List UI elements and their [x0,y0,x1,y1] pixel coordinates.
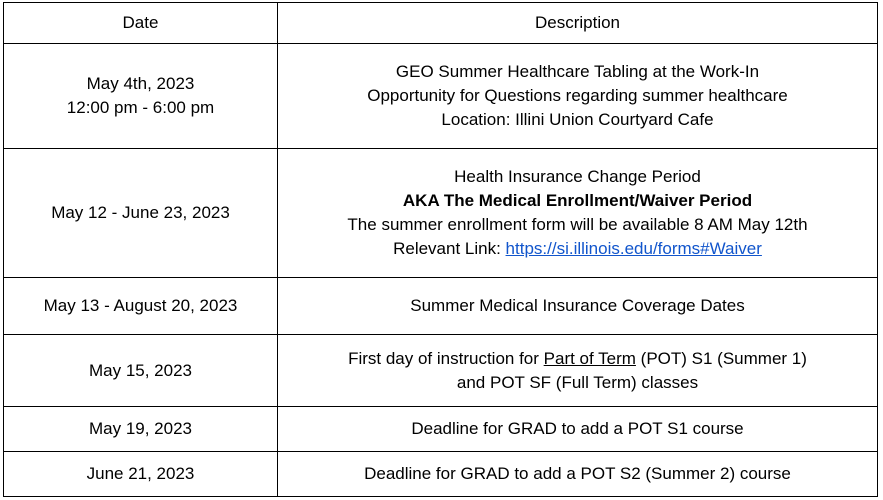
date-cell [4,44,278,149]
description-line [284,347,871,371]
table-row [4,335,878,407]
description-text: Summer Medical Insurance Coverage Dates [410,296,745,315]
header-description: Description [278,3,878,44]
table-row [4,149,878,278]
table-row [4,407,878,452]
date-text: May 19, 2023 [88,419,192,438]
date-text: June 21, 2023 [86,464,195,483]
date-text: May 4th, 2023 [86,74,195,93]
description-cell [278,452,878,497]
description-text: GEO Summer Healthcare Tabling at the Work-In [395,62,760,81]
description-cell [278,149,878,278]
waiver-link[interactable]: https://si.illinois.edu/forms#Waiver [505,239,762,258]
description-text: Deadline for GRAD to add a POT S2 (Summer 2) course [364,464,791,483]
description-text: Health Insurance Change Period [454,167,701,186]
date-cell [4,407,278,452]
description-cell [278,335,878,407]
description-bold-text: AKA The Medical Enrollment/Waiver Period [402,191,753,210]
table-row [4,452,878,497]
description-prefix: First day of instruction for [348,348,544,368]
date-text: May 12 - June 23, 2023 [51,203,230,222]
description-cell [278,44,878,149]
description-suffix: (POT) S1 (Summer 1) [635,348,807,368]
link-prefix: Relevant Link: [393,239,506,258]
description-text: and POT SF (Full Term) classes [456,372,699,392]
time-text: 12:00 pm - 6:00 pm [66,98,215,117]
date-cell [4,335,278,407]
date-text: May 15, 2023 [88,360,192,380]
table-row [4,44,878,149]
date-cell [4,149,278,278]
description-cell [278,278,878,335]
schedule-table [3,2,878,497]
part-of-term-link[interactable]: Part of Term [543,348,636,368]
header-date: Date [4,3,278,44]
description-text: Opportunity for Questions regarding summer healthcare [367,86,788,105]
relevant-link-line [284,237,871,261]
table-header-row [4,3,878,44]
description-cell [278,407,878,452]
date-text: May 13 - August 20, 2023 [43,296,238,315]
description-text: The summer enrollment form will be available 8 AM May 12th [347,215,808,234]
location-text: Location: Illini Union Courtyard Cafe [441,110,714,129]
date-cell [4,278,278,335]
table-row [4,278,878,335]
description-text: Deadline for GRAD to add a POT S1 course [411,419,744,438]
date-cell [4,452,278,497]
